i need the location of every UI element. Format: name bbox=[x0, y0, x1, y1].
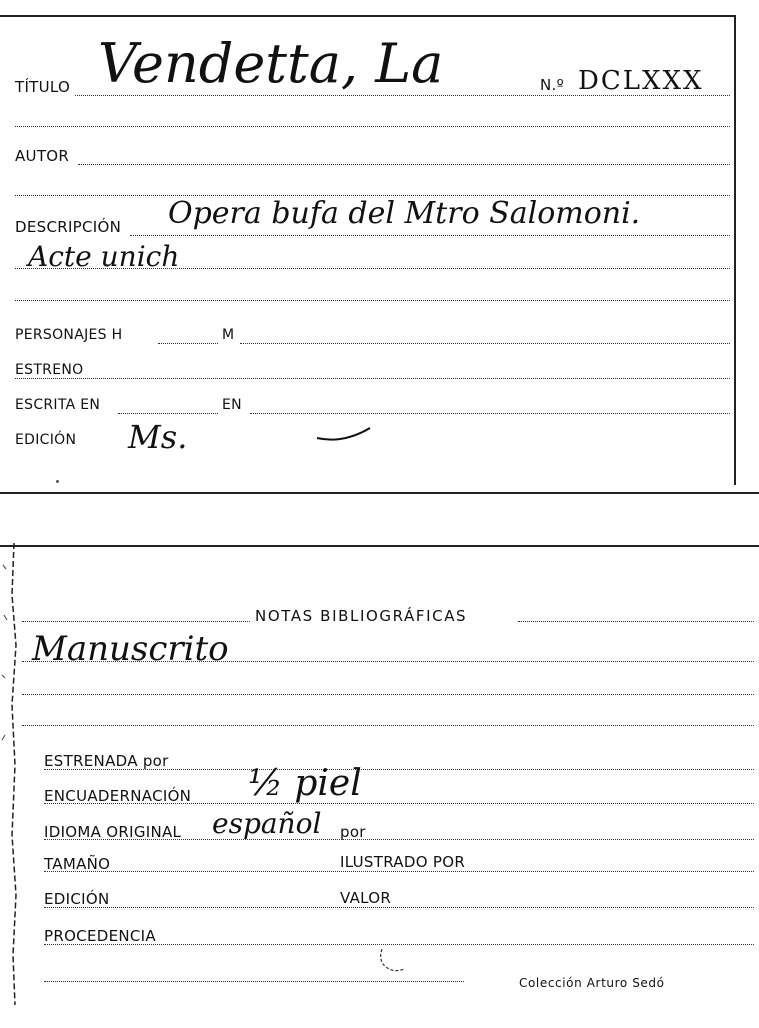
notas-line-3 bbox=[22, 694, 754, 695]
numero-value: DCLXXX bbox=[578, 66, 704, 96]
notas-line-2 bbox=[22, 661, 754, 662]
procedencia-label: PROCEDENCIA bbox=[44, 927, 156, 945]
speck bbox=[56, 480, 59, 483]
por-label: por bbox=[340, 823, 366, 841]
ink-stroke bbox=[315, 424, 375, 444]
estreno-line bbox=[15, 378, 730, 379]
card-top-edge-bottom bbox=[0, 545, 759, 547]
card-right-edge bbox=[734, 15, 736, 485]
ilustrado-label: ILUSTRADO POR bbox=[340, 853, 466, 871]
idioma-label: IDIOMA ORIGINAL bbox=[44, 823, 182, 841]
card-bottom-edge bbox=[0, 492, 759, 494]
torn-left-edge bbox=[0, 535, 22, 1028]
estrenada-line bbox=[44, 769, 754, 770]
en-line bbox=[250, 413, 730, 414]
descripcion-label: DESCRIPCIÓN bbox=[15, 218, 122, 236]
escrita-en-line bbox=[118, 413, 218, 414]
personajes-label: PERSONAJES H bbox=[15, 327, 123, 343]
estrenada-label: ESTRENADA por bbox=[44, 752, 169, 770]
edicion-label-bottom: EDICIÓN bbox=[44, 890, 110, 908]
tamano-line bbox=[44, 871, 754, 872]
edicion-label: EDICIÓN bbox=[15, 432, 77, 448]
idioma-line bbox=[44, 839, 754, 840]
notas-value: Manuscrito bbox=[32, 629, 229, 669]
numero-label: N.º bbox=[540, 76, 564, 94]
descripcion-line bbox=[130, 235, 730, 236]
edicion-line-bottom bbox=[44, 907, 754, 908]
tamano-label: TAMAÑO bbox=[44, 855, 111, 873]
edicion-value: Ms. bbox=[128, 418, 188, 456]
escrita-en-label: ESCRITA EN bbox=[15, 397, 101, 413]
blank-line-1 bbox=[15, 126, 730, 127]
titulo-label: TÍTULO bbox=[15, 78, 71, 96]
encuadernacion-value: ½ piel bbox=[248, 763, 362, 804]
estreno-label: ESTRENO bbox=[15, 362, 84, 378]
encuadernacion-label: ENCUADERNACIÓN bbox=[44, 787, 192, 805]
descripcion-value-2: Acte unich bbox=[28, 240, 180, 273]
descripcion-value: Opera bufa del Mtro Salomoni. bbox=[168, 196, 641, 231]
en-label: EN bbox=[222, 397, 242, 413]
notas-line-4 bbox=[22, 725, 754, 726]
titulo-value: Vendetta, La bbox=[98, 32, 444, 95]
collection-credit: Colección Arturo Sedó bbox=[519, 976, 665, 990]
blank-line-3 bbox=[15, 300, 730, 301]
idioma-value: español bbox=[212, 807, 322, 840]
personajes-m-label: M bbox=[222, 327, 235, 343]
descripcion-line-2 bbox=[15, 268, 730, 269]
notas-line-1 bbox=[22, 621, 250, 622]
encuadernacion-line bbox=[44, 803, 754, 804]
autor-line bbox=[78, 164, 730, 165]
bottom-line bbox=[44, 981, 464, 982]
notas-line-1b bbox=[518, 621, 754, 622]
valor-label: VALOR bbox=[340, 889, 392, 907]
card-top-edge bbox=[0, 15, 735, 17]
personajes-m-line bbox=[240, 343, 730, 344]
catalog-card-top bbox=[0, 0, 759, 495]
catalog-card-bottom bbox=[0, 535, 759, 1028]
notas-heading: NOTAS BIBLIOGRÁFICAS bbox=[255, 607, 468, 625]
personajes-h-line bbox=[158, 343, 218, 344]
autor-label: AUTOR bbox=[15, 147, 70, 165]
ink-mark bbox=[372, 945, 408, 975]
